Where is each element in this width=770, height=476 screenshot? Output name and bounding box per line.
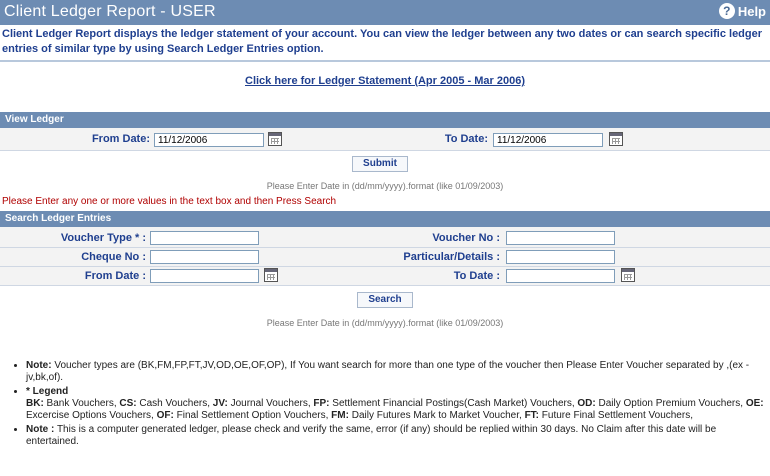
search-from-date-label: From Date :: [84, 270, 146, 282]
view-to-date-label: To Date:: [444, 133, 488, 145]
search-from-date-input[interactable]: [150, 269, 259, 283]
view-to-calendar-icon[interactable]: [609, 132, 623, 146]
view-from-calendar-icon[interactable]: [268, 132, 282, 146]
particular-details-label: Particular/Details :: [403, 251, 500, 263]
search-to-calendar-icon[interactable]: [621, 268, 635, 282]
divider: [0, 60, 770, 62]
page-description: Client Ledger Report displays the ledger statement of your account. You can view the ledger between any two dates or can search specific ledger entries of similar type by using Search Ledger Entries option.: [2, 28, 763, 55]
search-ledger-heading: Search Ledger Entries: [0, 211, 770, 227]
legend-items: BK: Bank Vouchers, CS: Cash Vouchers, JV: Journal Vouchers, FP: Settlement Financial Postings(Cash Market) Vouchers, OD: Daily Option Premium Vouchers, OE: Excercise Options Vouchers, OF: Final Settlement Option Vouchers, FM: Daily Futures Mark to Market Voucher, FT: Future Final Settlement Vouchers,: [26, 398, 764, 421]
cheque-no-input[interactable]: [150, 250, 259, 264]
cheque-no-label: Cheque No :: [81, 251, 146, 263]
help-link[interactable]: [719, 3, 766, 19]
notes-section: [12, 360, 764, 450]
ledger-statement-link[interactable]: Click here for Ledger Statement (Apr 2005 - Mar 2006): [245, 75, 525, 87]
view-from-date-label: From Date:: [91, 133, 150, 145]
search-to-date-label: To Date :: [453, 270, 500, 282]
voucher-no-input[interactable]: [506, 231, 615, 245]
search-from-calendar-icon[interactable]: [264, 268, 278, 282]
help-label[interactable]: Help: [737, 3, 766, 19]
note-computer-generated: • Note : This is a computer generated ledger, please check and verify the same, error (if any) should be replied within 30 days. No Claim after this date will be entertained.: [26, 424, 764, 448]
view-from-date-input[interactable]: [154, 133, 264, 147]
ledger-statement-link-wrapper: [0, 75, 770, 87]
legend: • * Legend BK: Bank Vouchers, CS: Cash Vouchers, JV: Journal Vouchers, FP: Settlement Financial Postings(Cash Market) Vouchers, OD: Daily Option Premium Vouchers, OE: Excercise Options Vouchers, OF: Final Settlement Option Vouchers, FM: Daily Futures Mark to Market Voucher, FT: Future Final Settlement Vouchers,: [26, 386, 764, 422]
submit-button[interactable]: Submit: [352, 156, 408, 172]
search-warning: Please Enter any one or more values in the text box and then Press Search: [2, 196, 337, 207]
view-to-date-input[interactable]: [493, 133, 603, 147]
view-ledger-heading: View Ledger: [0, 112, 770, 128]
note-voucher-types: • Note: Voucher types are (BK,FM,FP,FT,JV,OD,OE,OF,OP), If You want search for more than one type of the voucher then Please Enter Voucher separated by ,(ex - jv,bk,of).: [26, 360, 764, 384]
search-date-hint: Please Enter Date in (dd/mm/yyyy).format (like 01/09/2003): [266, 318, 504, 328]
page-title: Client Ledger Report - USER: [4, 3, 216, 20]
voucher-no-label: Voucher No :: [432, 232, 500, 244]
view-date-hint: Please Enter Date in (dd/mm/yyyy).format (like 01/09/2003): [266, 181, 504, 191]
voucher-type-label: Voucher Type * :: [60, 232, 146, 244]
page-header: [0, 0, 770, 25]
search-button[interactable]: Search: [357, 292, 413, 308]
particular-details-input[interactable]: [506, 250, 615, 264]
search-to-date-input[interactable]: [506, 269, 615, 283]
voucher-type-input[interactable]: [150, 231, 259, 245]
help-icon[interactable]: ?: [719, 3, 735, 19]
